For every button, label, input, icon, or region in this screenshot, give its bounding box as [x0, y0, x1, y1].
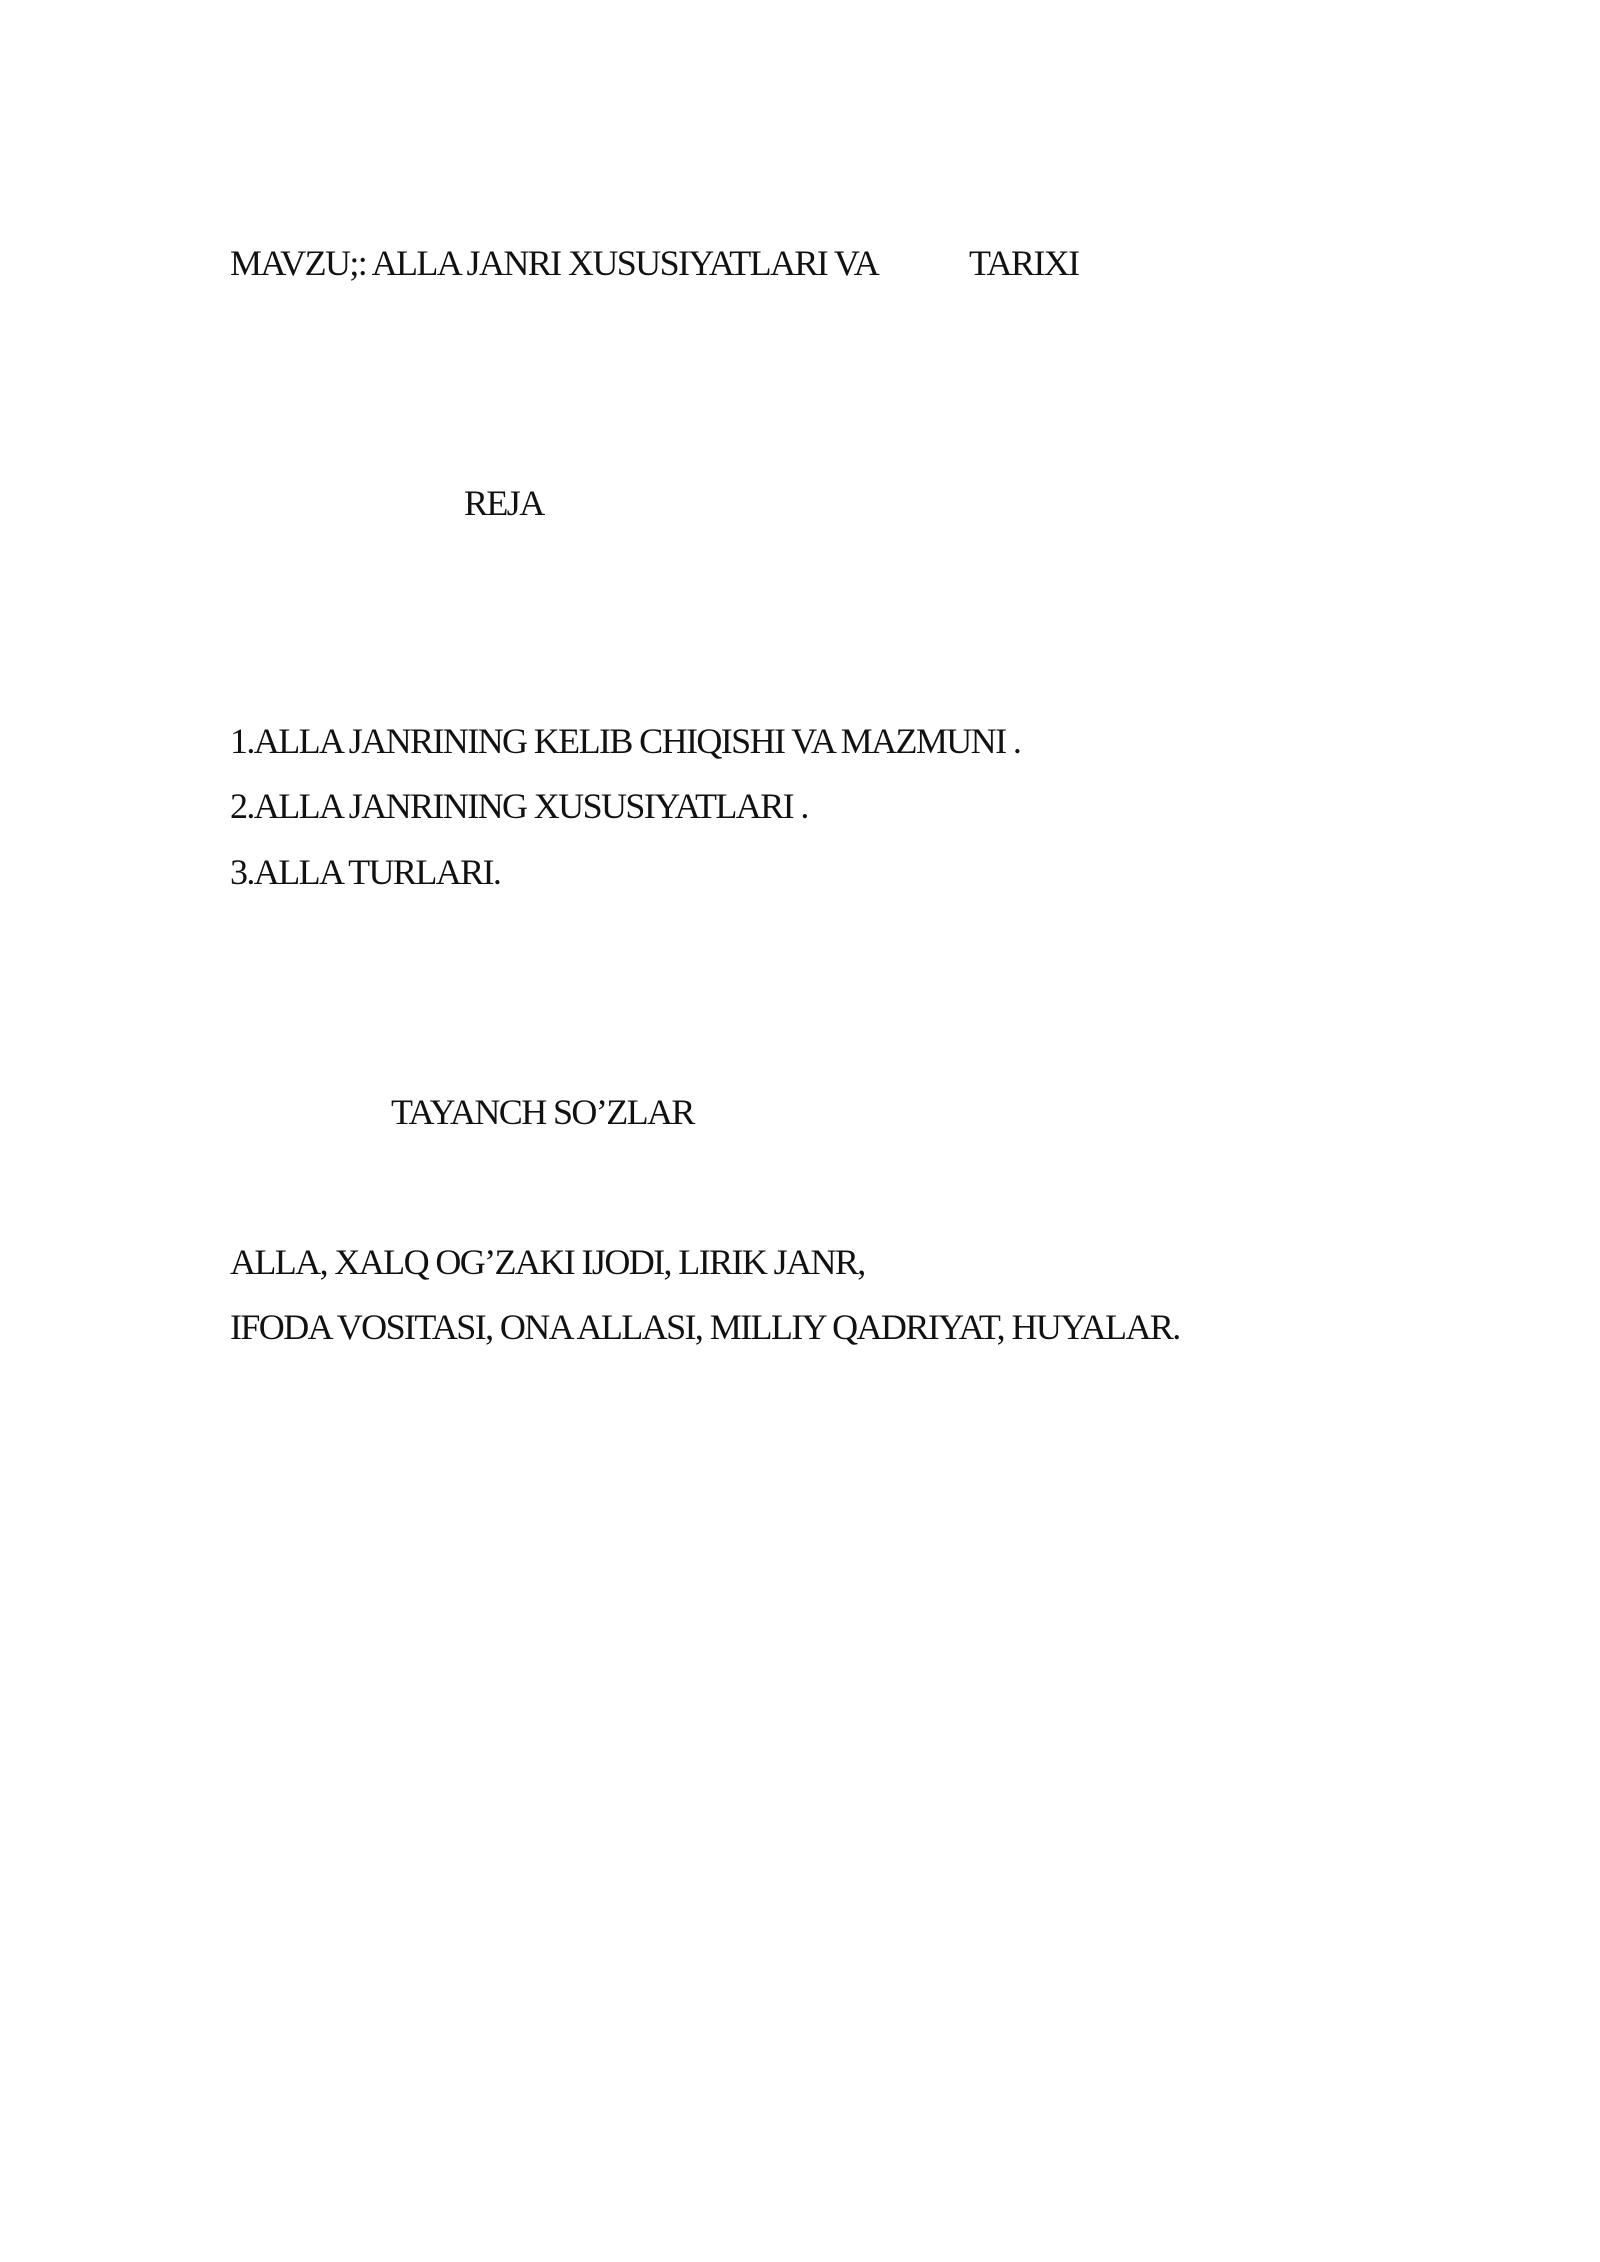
plan-item: 2.ALLA JANRINING XUSUSIYATLARI . — [230, 786, 808, 826]
plan-item: 1.ALLA JANRINING KELIB CHIQISHI VA MAZMUNI . — [230, 721, 1021, 761]
topic-title-continuation: TARIXI — [969, 243, 1079, 283]
keywords-line: ALLA, XALQ OG’ZAKI IJODI, LIRIK JANR, — [230, 1242, 865, 1282]
topic-title: MAVZU;: ALLA JANRI XUSUSIYATLARI VA — [230, 243, 879, 283]
plan-heading: REJA — [464, 483, 544, 523]
keywords-line: IFODA VOSITASI, ONA ALLASI, MILLIY QADRIYAT, HUYALAR. — [230, 1307, 1180, 1347]
plan-item: 3.ALLA TURLARI. — [230, 852, 501, 892]
keywords-heading: TAYANCH SO’ZLAR — [391, 1092, 694, 1132]
